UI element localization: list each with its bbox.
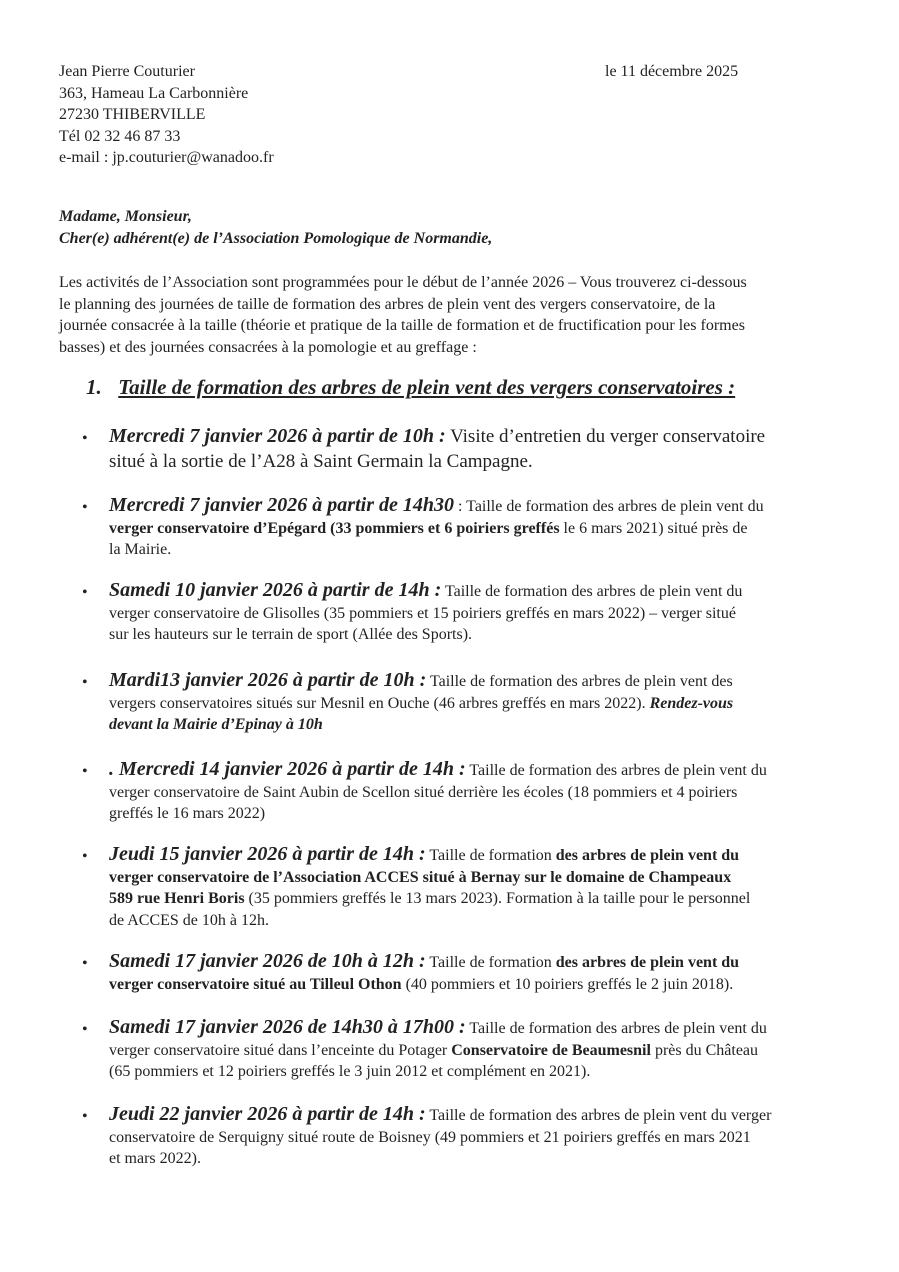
section-number: 1. [86,375,102,399]
item-date: Jeudi 15 janvier 2026 à partir de 14h : [109,843,426,865]
item-text-bold-italic: devant la Mairie d’Epinay à 10h [109,716,323,733]
item-text: Taille de formation [425,954,556,971]
salutation-line-1: Madame, Monsieur, [59,208,192,225]
bullet-icon: • [82,674,88,691]
sender-phone: Tél 02 32 46 87 33 [59,127,181,145]
item-text: sur les hauteurs sur le terrain de sport (Allée des Sports). [109,626,473,643]
sender-email: e-mail : jp.couturier@wanadoo.fr [59,149,274,166]
item-text: : Taille de formation des arbres de plein vent du [454,498,764,515]
item-text: le 6 mars 2021) situé près de [559,519,748,537]
bullet-icon: • [82,1021,88,1038]
item-date: Mercredi 7 janvier 2026 à partir de 10h : [109,425,446,447]
bullet-icon: • [82,499,88,516]
item-text: verger conservatoire de Glisolles (35 pommiers et 15 poiriers greffés en mars 2022) – verger situé [109,604,736,622]
sender-address: 363, Hameau La Carbonnière [59,84,249,102]
item-text: verger conservatoire de Saint Aubin de Scellon situé derrière les écoles (18 pommiers et 4 poiriers [109,783,738,801]
bullet-icon: • [82,1108,88,1125]
item-text: verger conservatoire situé dans l’enceinte du Potager [109,1041,452,1059]
salutation [59,206,492,249]
item-date: Samedi 17 janvier 2026 de 14h30 à 17h00 : [109,1016,466,1038]
item-text: Taille de formation des arbres de plein vent du [441,583,743,600]
item-date: Jeudi 22 janvier 2026 à partir de 14h : [109,1103,426,1125]
item-date: Mercredi 7 janvier 2026 à partir de 14h30 [109,494,454,516]
intro-line: Les activités de l’Association sont programmées pour le début de l’année 2026 – Vous trouverez ci-dessous [59,274,747,291]
item-text: Taille de formation [425,847,556,864]
section-heading [86,375,735,400]
item-text: conservatoire de Serquigny situé route de Boisney (49 pommiers et 21 poiriers greffés en mars 2021 [109,1128,751,1146]
item-text-bold: verger conservatoire de l’Association ACCES situé à Bernay sur le domaine de Champeaux [109,868,732,886]
item-text-bold: Conservatoire de Beaumesnil [451,1041,651,1059]
sender-name: Jean Pierre Couturier [59,63,195,80]
item-text: Taille de formation des arbres de plein vent du verger [425,1107,772,1124]
item-text: (35 pommiers greffés le 13 mars 2023). Formation à la taille pour le personnel [244,890,751,907]
section-title: Taille de formation des arbres de plein vent des vergers conservatoires : [118,375,736,399]
salutation-line-2: Cher(e) adhérent(e) de l’Association Pomologique de Normandie, [59,229,493,247]
bullet-icon: • [82,584,88,601]
item-text: de ACCES de 10h à 12h. [109,911,269,929]
letter-date: le 11 décembre 2025 [605,63,739,80]
item-date: Samedi 17 janvier 2026 de 10h à 12h : [109,950,426,972]
intro-line: basses) et des journées consacrées à la pomologie et au greffage : [59,338,477,356]
item-text-bold: verger conservatoire situé au Tilleul Othon [109,975,402,993]
item-date: Samedi 10 janvier 2026 à partir de 14h : [109,579,442,601]
intro-line: journée consacrée à la taille (théorie et pratique de la taille de formation et de fructification pour les formes [59,317,745,334]
item-text-bold: des arbres de plein vent du [555,847,740,864]
item-text-bold: verger conservatoire d’Epégard (33 pommiers et 6 poiriers greffés [109,519,560,537]
sender-city: 27230 THIBERVILLE [59,106,206,123]
item-text: Visite d’entretien du verger conservatoire [445,426,766,447]
item-text: Taille de formation des arbres de plein vent des [426,673,733,690]
item-text-bold: des arbres de plein vent du [555,954,740,971]
sender-block [59,61,274,169]
item-text: situé à la sortie de l’A28 à Saint Germain la Campagne. [109,451,533,472]
item-text: greffés le 16 mars 2022) [109,805,266,822]
item-text: vergers conservatoires situés sur Mesnil en Ouche (46 arbres greffés en mars 2022). [109,694,650,712]
item-text: la Mairie. [109,541,172,558]
item-text-bold: 589 rue Henri Boris [109,890,245,907]
bullet-icon: • [82,848,88,865]
item-text: près du Château [650,1041,759,1059]
bullet-icon: • [82,763,88,780]
bullet-icon: • [82,430,88,447]
intro-line: le planning des journées de taille de formation des arbres de plein vent des vergers conservatoire, de la [59,295,716,313]
item-text: (40 pommiers et 10 poiriers greffés le 2 juin 2018). [401,975,734,993]
item-text: (65 pommiers et 12 poiriers greffés le 3 juin 2012 et complément en 2021). [109,1063,591,1080]
item-text-bold-italic: Rendez-vous [649,694,734,712]
item-text: Taille de formation des arbres de plein vent du [465,762,767,779]
item-date: . Mercredi 14 janvier 2026 à partir de 14h : [109,758,466,780]
item-text: Taille de formation des arbres de plein vent du [465,1020,767,1037]
item-text: et mars 2022). [109,1150,201,1167]
item-date: Mardi13 janvier 2026 à partir de 10h : [109,669,427,691]
intro-paragraph [59,272,849,358]
bullet-icon: • [82,955,88,972]
